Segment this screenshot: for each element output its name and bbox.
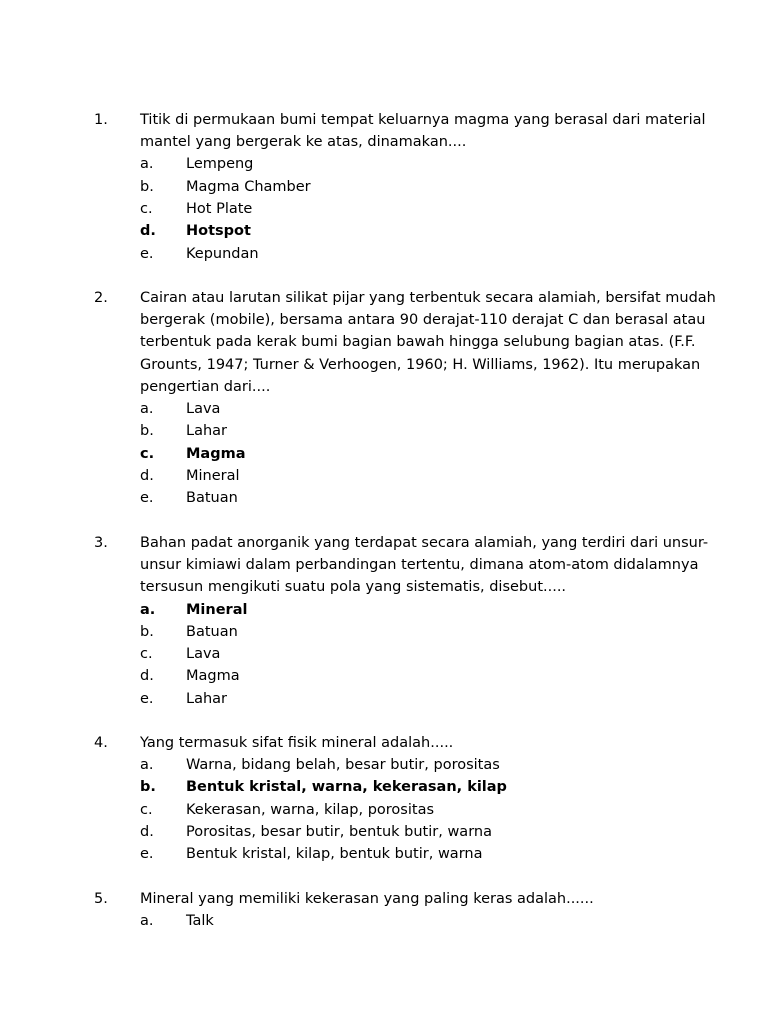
option-letter: e.	[140, 690, 154, 707]
option-e	[0, 843, 768, 865]
question-number: 5.	[94, 891, 108, 907]
option-letter: d.	[140, 668, 154, 685]
option-text: Batuan	[186, 623, 238, 640]
option-letter: a.	[140, 913, 154, 930]
option-letter: b.	[140, 779, 156, 796]
question-line: bergerak (mobile), bersama antara 90 derajat-110 derajat C dan berasal atau	[140, 312, 706, 329]
option-c-correct	[0, 443, 768, 465]
option-text: Lahar	[186, 690, 228, 707]
option-c	[0, 643, 768, 665]
question-line: Cairan atau larutan silikat pijar yang terbentuk secara alamiah, bersifat mudah	[140, 290, 716, 306]
option-c	[0, 799, 768, 821]
option-b	[0, 621, 768, 643]
option-letter: c.	[140, 200, 153, 217]
question-number: 1.	[94, 112, 108, 128]
question-text	[140, 532, 709, 599]
option-text: Magma	[186, 668, 240, 685]
option-text: Lempeng	[186, 156, 254, 173]
option-b	[0, 176, 768, 198]
option-text: Batuan	[186, 490, 238, 507]
question-line: Yang termasuk sifat fisik mineral adalah.....	[140, 735, 454, 751]
option-list	[0, 153, 768, 264]
question-line: terbentuk pada kerak bumi bagian bawah hingga selubung bagian atas. (F.F.	[140, 334, 696, 351]
option-text: Bentuk kristal, kilap, bentuk butir, warna	[186, 846, 483, 863]
option-d	[0, 665, 768, 687]
option-text: Magma	[186, 445, 246, 462]
option-text: Hot Plate	[186, 200, 253, 217]
option-a	[0, 398, 768, 420]
option-text: Magma Chamber	[186, 178, 311, 195]
option-text: Kepundan	[186, 245, 259, 262]
option-letter: e.	[140, 245, 154, 262]
question-text	[140, 109, 706, 153]
option-list	[0, 910, 768, 932]
option-a	[0, 153, 768, 175]
option-text: Mineral	[186, 601, 248, 618]
question-line: mantel yang bergerak ke atas, dinamakan....	[140, 134, 467, 151]
question-text	[140, 287, 716, 398]
option-b	[0, 420, 768, 442]
option-letter: b.	[140, 178, 154, 195]
option-text: Mineral	[186, 467, 240, 484]
option-letter: c.	[140, 801, 153, 818]
option-e	[0, 688, 768, 710]
option-letter: c.	[140, 646, 153, 663]
option-letter: d.	[140, 467, 154, 484]
question-line: tersusun mengikuti suatu pola yang sistematis, disebut.....	[140, 579, 567, 596]
option-letter: c.	[140, 445, 155, 462]
option-c	[0, 198, 768, 220]
option-e	[0, 487, 768, 509]
option-list	[0, 754, 768, 865]
option-letter: b.	[140, 623, 154, 640]
option-list	[0, 599, 768, 710]
option-letter: a.	[140, 156, 154, 173]
option-d-correct	[0, 220, 768, 242]
option-letter: e.	[140, 846, 154, 863]
question-line: Bahan padat anorganik yang terdapat secara alamiah, yang terdiri dari unsur-	[140, 535, 709, 551]
option-text: Warna, bidang belah, besar butir, porositas	[186, 757, 500, 774]
option-text: Porositas, besar butir, bentuk butir, warna	[186, 824, 492, 841]
option-letter: d.	[140, 223, 156, 240]
question-number: 4.	[94, 735, 108, 751]
question-number: 3.	[94, 535, 108, 551]
question-line: Titik di permukaan bumi tempat keluarnya magma yang berasal dari material	[140, 112, 706, 128]
option-e	[0, 243, 768, 265]
option-a	[0, 910, 768, 932]
option-d	[0, 465, 768, 487]
option-text: Hotspot	[186, 223, 251, 240]
option-text: Lava	[186, 646, 221, 663]
question-text	[140, 888, 674, 910]
option-text: Bentuk kristal, warna, kekerasan, kilap	[186, 779, 507, 796]
option-letter: a.	[140, 757, 154, 774]
option-letter: a.	[140, 601, 156, 618]
question-line: Mineral yang memiliki kekerasan yang paling keras adalah......	[140, 891, 594, 907]
option-letter: d.	[140, 824, 154, 841]
option-text: Kekerasan, warna, kilap, porositas	[186, 801, 435, 818]
option-letter: b.	[140, 423, 154, 440]
option-text: Lahar	[186, 423, 228, 440]
option-a	[0, 754, 768, 776]
question-line: Grounts, 1947; Turner & Verhoogen, 1960; H. Williams, 1962). Itu merupakan	[140, 356, 701, 373]
option-list	[0, 398, 768, 509]
option-b-correct	[0, 776, 768, 798]
option-letter: a.	[140, 401, 154, 417]
option-d	[0, 821, 768, 843]
question-text	[140, 732, 674, 754]
question-line: pengertian dari....	[140, 378, 271, 395]
option-text: Talk	[186, 913, 214, 930]
option-a-correct	[0, 599, 768, 621]
question-number: 2.	[94, 290, 108, 306]
option-text: Lava	[186, 401, 221, 417]
option-letter: e.	[140, 490, 154, 507]
question-line: unsur kimiawi dalam perbandingan tertentu, dimana atom-atom didalamnya	[140, 557, 699, 574]
